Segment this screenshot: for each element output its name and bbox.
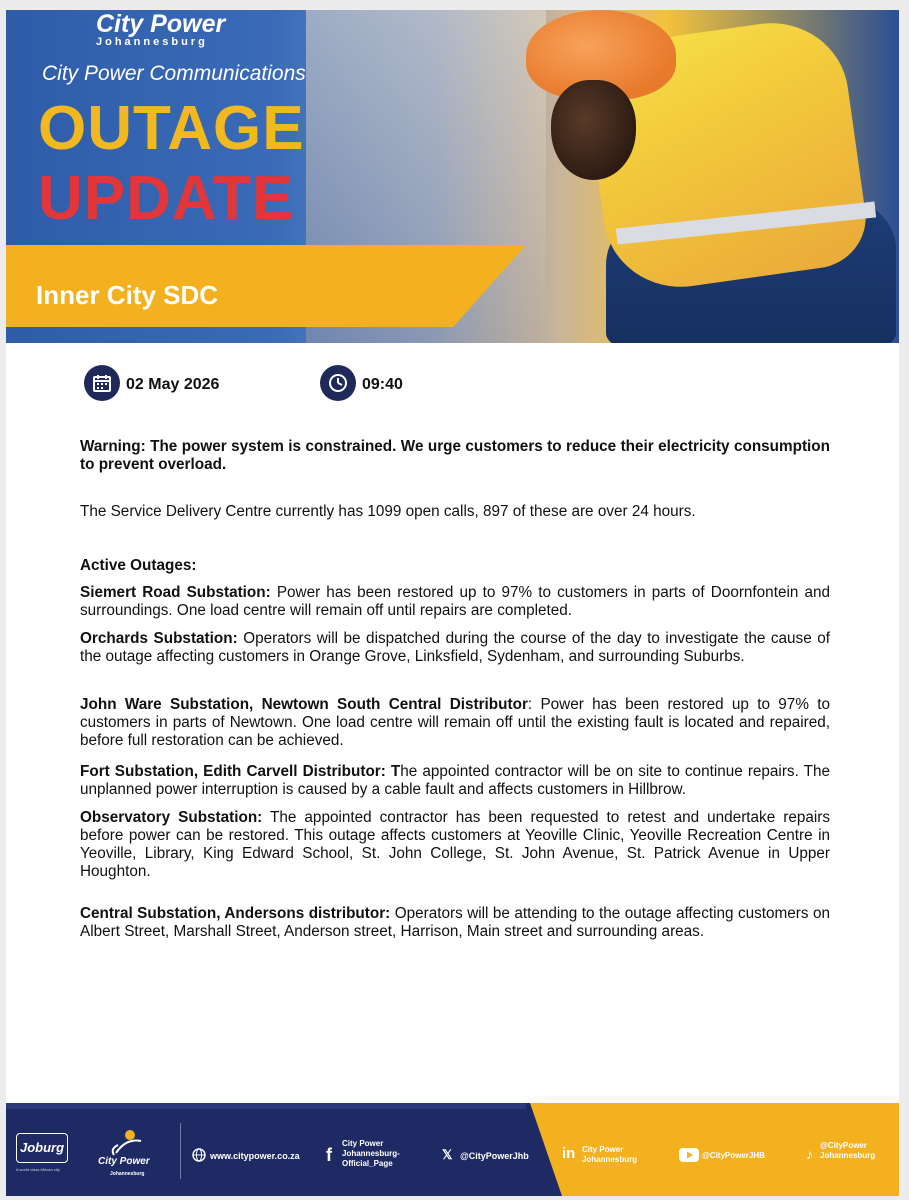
globe-icon [192,1148,206,1162]
active-outages-title: Active Outages: [80,557,197,574]
outage-name: Orchards Substation: [80,630,238,647]
outage-heading: OUTAGE [38,94,305,163]
outage-item [80,809,830,881]
facebook-icon: f [326,1145,332,1165]
footer-website-link[interactable]: www.citypower.co.za [210,1151,300,1161]
communications-label: City Power Communications [42,62,306,85]
footer-linkedin-link[interactable]: City Power Johannesburg [582,1145,638,1164]
outage-notice [6,10,899,1196]
youtube-icon [679,1148,699,1162]
outage-item [80,696,830,750]
header-banner [6,10,899,343]
footer-x-link[interactable]: @CityPowerJhb [460,1151,529,1161]
outage-description: The appointed contractor has been requested to retest and undertake repairs before power can be restored. This outage affects customers at Yeoville Clinic, Yeoville Recreation Centre in Yeoville, Library, King Edward School, St. John College, St. John Avenue, St. Patrick Avenue in Upper Houghton. [80,809,830,880]
footer-divider [180,1123,181,1179]
joburg-logo: Joburg [16,1133,68,1163]
outage-description: : Power has been restored up to 97% to customers in parts of Newtown. One load centre will remain off until the existing fault is located and repaired, before full restoration can be achieved. [80,696,830,749]
outage-name: Fort Substation, Edith Carvell Distributor: T [80,763,401,780]
calendar-icon [84,365,120,401]
sdc-label: Inner City SDC [36,280,219,310]
outage-description: Operators will be attending to the outage affecting customers on Albert Street, Marshall Street, Anderson street, Harrison, Main street and surrounding areas. [80,905,830,940]
footer-cp-city: Johannesburg [110,1171,145,1177]
outage-name: John Ware Substation, Newtown South Central Distributor [80,696,528,713]
outage-item [80,630,830,666]
open-calls-text: The Service Delivery Centre currently has 1099 open calls, 897 of these are over 24 hours. [80,503,696,520]
footer-facebook-link[interactable]: City Power Johannesburg-Official_Page [342,1139,400,1168]
outage-description: Power has been restored up to 97% to customers in parts of Doornfontein and surroundings. One load centre will remain off until repairs are completed. [80,584,830,619]
outage-item [80,584,830,620]
footer-top-edge [6,1103,526,1109]
outage-item [80,763,830,799]
outage-description: he appointed contractor will be on site to continue repairs. The unplanned power interruption is caused by a cable fault and affects customers in Hillbrow. [80,763,830,798]
brand-name: City Power [96,10,226,38]
date-text: 02 May 2026 [126,376,220,393]
outage-name: Observatory Substation: [80,809,263,826]
outage-name: Siemert Road Substation: [80,584,271,601]
outage-name: Central Substation, Andersons distributor: [80,905,391,922]
linkedin-icon: in [562,1145,576,1162]
update-heading: UPDATE [38,164,295,233]
warning-text: Warning: The power system is constrained. We urge customers to reduce their electricity consumption to prevent overload. [80,438,830,473]
footer-bar [6,1103,899,1196]
tiktok-icon: ♪ [806,1146,813,1162]
x-icon: 𝕏 [442,1147,453,1162]
outage-item [80,905,830,941]
joburg-tagline: A world class African city [16,1167,60,1172]
footer-cp-name: City Power [98,1156,150,1167]
clock-icon [320,365,356,401]
time-text: 09:40 [362,376,403,393]
brand-city: Johannesburg [96,36,208,48]
footer-youtube-link[interactable]: @CityPowerJHB [702,1151,765,1160]
banner-photo-face [551,80,636,180]
outage-description: Operators will be dispatched during the course of the day to investigate the cause of the outage affecting customers in Orange Grove, Linksfield, Sydenham, and surrounding Suburbs. [80,630,830,665]
footer-tiktok-link[interactable]: @CityPower Johannesburg [820,1141,876,1160]
